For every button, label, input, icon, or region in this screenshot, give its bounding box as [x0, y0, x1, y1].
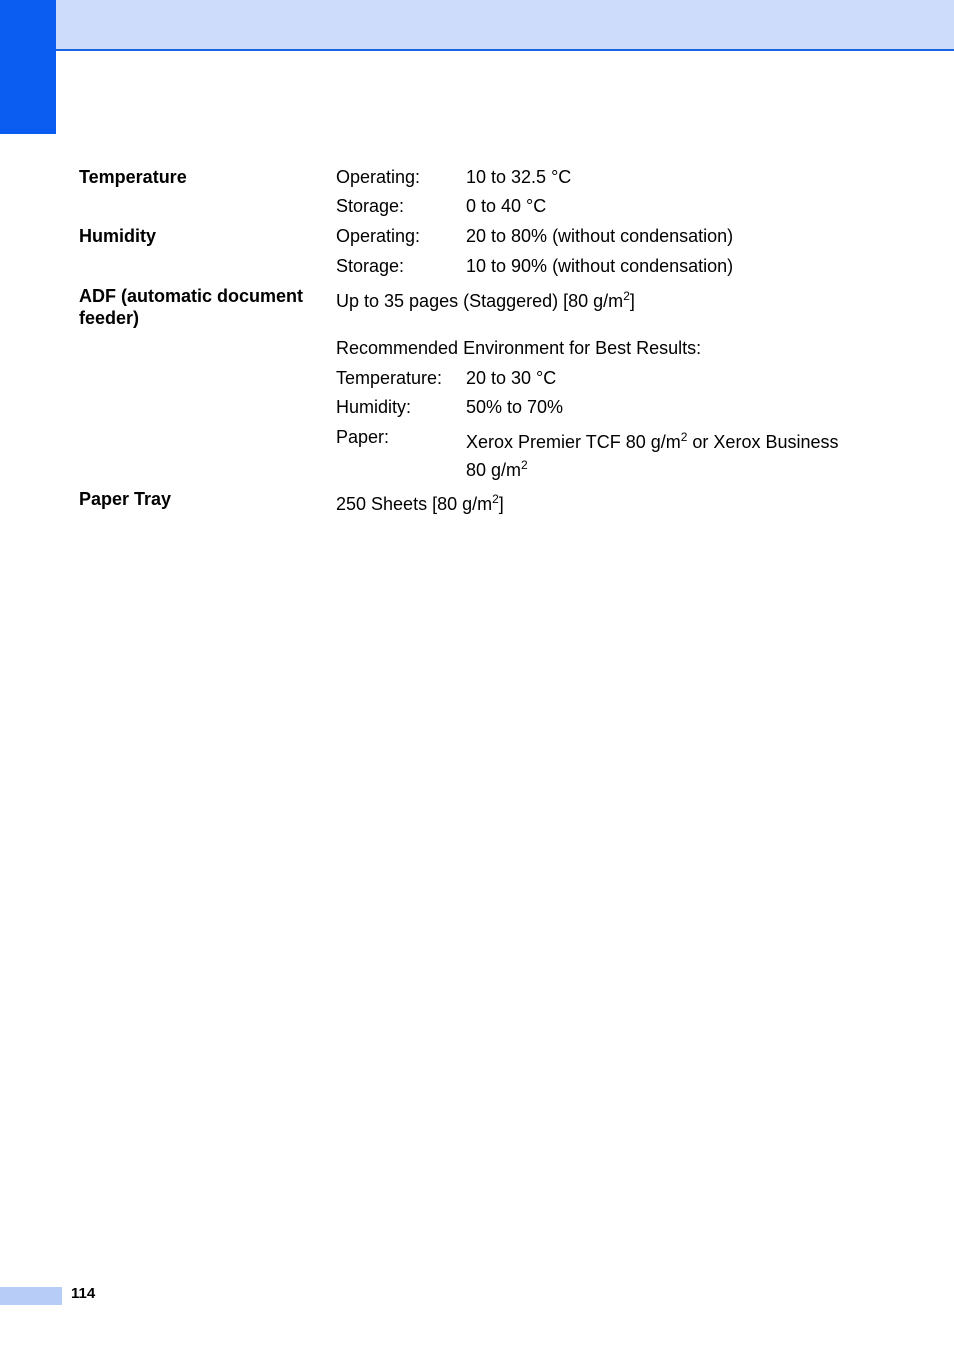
recommended-paper-line1 [466, 431, 839, 453]
recommended-paper-line2 [466, 459, 528, 481]
paper-line1-text: Xerox Premier TCF 80 g/m [466, 432, 681, 452]
temperature-storage-label: Storage: [336, 196, 405, 216]
chapter-side-tab [0, 0, 56, 134]
temperature-operating-label: Operating: [336, 167, 421, 187]
paper-line2-text: 80 g/m [466, 460, 522, 480]
paper-tray-value-text: 250 Sheets [80 g/m [336, 494, 493, 514]
paper-line1-tail: or Xerox Business [687, 432, 839, 452]
recommended-temperature-value: 20 to 30 °C [466, 368, 557, 388]
paper-tray-value-tail: ] [498, 494, 504, 514]
adf-label-line1: ADF (automatic document [79, 286, 304, 306]
temperature-operating-value: 10 to 32.5 °C [466, 167, 572, 187]
recommended-heading: Recommended Environment for Best Results: [336, 338, 702, 358]
humidity-storage-label: Storage: [336, 256, 405, 276]
adf-capacity-sup: 2 [623, 289, 630, 303]
paper-tray-value [336, 493, 504, 515]
recommended-paper-label: Paper: [336, 427, 390, 447]
paper-tray-label: Paper Tray [79, 489, 172, 509]
recommended-temperature-label: Temperature: [336, 368, 443, 388]
humidity-label: Humidity [79, 226, 157, 246]
humidity-storage-value: 10 to 90% (without condensation) [466, 256, 734, 276]
header-band [56, 0, 954, 51]
adf-capacity-tail: ] [629, 291, 635, 311]
paper-tray-value-sup: 2 [492, 492, 499, 506]
paper-line2-sup: 2 [521, 458, 528, 472]
temperature-label: Temperature [79, 167, 187, 187]
temperature-storage-value: 0 to 40 °C [466, 196, 547, 216]
page-number: 114 [71, 1285, 96, 1302]
humidity-operating-value: 20 to 80% (without condensation) [466, 226, 734, 246]
recommended-humidity-value: 50% to 70% [466, 397, 564, 417]
adf-capacity-text: Up to 35 pages (Staggered) [80 g/m [336, 291, 624, 311]
adf-capacity [336, 290, 635, 312]
paper-line1-sup: 2 [680, 430, 688, 444]
recommended-humidity-label: Humidity: [336, 397, 412, 417]
footer-bar [0, 1287, 62, 1305]
humidity-operating-label: Operating: [336, 226, 421, 246]
adf-label-line2: feeder) [79, 308, 140, 328]
